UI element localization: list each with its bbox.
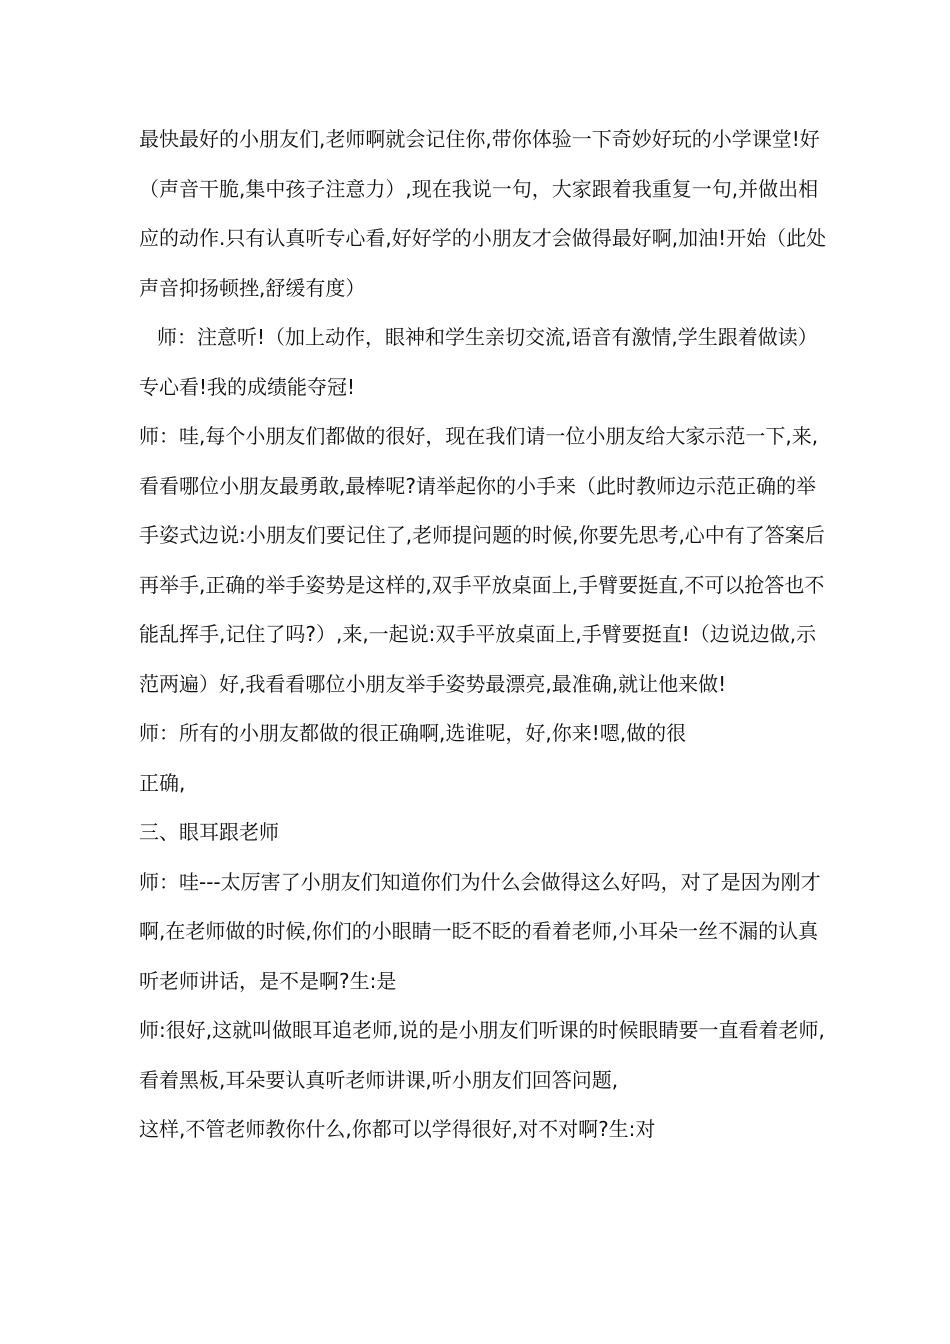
paragraph-intro: 最快最好的小朋友们,老师啊就会记住你,带你体验一下奇妙好玩的小学课堂!好（声音干脆,集中孩子注意力）,现在我说一句，大家跟着我重复一句,并做出相应的动作.只有认真听专心看,好好学的小朋友才会做得最好啊,加油!开始（此处声音抑扬顿挫,舒缓有度） (139, 127, 827, 300)
paragraph-teacher-praise: 师：哇---太厉害了小朋友们知道你们为什么会做得这么好吗，对了是因为刚才啊,在老师做的时候,你们的小眼睛一眨不眨的看着老师,小耳朵一丝不漏的认真听老师讲话，是不是啊?生:是 (139, 869, 821, 993)
paragraph-correct: 正确, (139, 770, 186, 795)
paragraph-teacher-choose: 师：所有的小朋友都做的很正确啊,选谁呢，好,你来!嗯,做的很 (139, 721, 687, 745)
paragraph-teacher-hand-raise: 师：哇,每个小朋友们都做的很好，现在我们请一位小朋友给大家示范一下,来,看看哪位小朋友最勇敢,最棒呢?请举起你的小手来（此时教师边示范正确的举手姿式边说:小朋友们要记住了,老师提问题的时候,你要先思考,心中有了答案后再举手,正确的举手姿势是这样的,双手平放桌面上,手臂要挺直,不可以抢答也不能乱挥手,记住了吗?）,来,一起说:双手平放桌面上,手臂要挺直!（边说边做,示范两遍）好,我看看哪位小朋友举手姿势最漂亮,最准确,就让他来做! (139, 424, 825, 696)
section-heading: 三、眼耳跟老师 (139, 820, 279, 844)
paragraph-teacher-listen: 师：注意听!（加上动作，眼神和学生亲切交流,语音有激情,学生跟着做读）专心看!我的成绩能夺冠! (139, 325, 818, 399)
paragraph-closing: 这样,不管老师教你什么,你都可以学得很好,对不对啊?生:对 (139, 1117, 656, 1141)
paragraph-teacher-explain: 师:很好,这就叫做眼耳追老师,说的是小朋友们听课的时候眼睛要一直看着老师,看着黑板,耳朵要认真听老师讲课,听小朋友们回答问题, (139, 1018, 825, 1092)
document-body (139, 115, 829, 1155)
